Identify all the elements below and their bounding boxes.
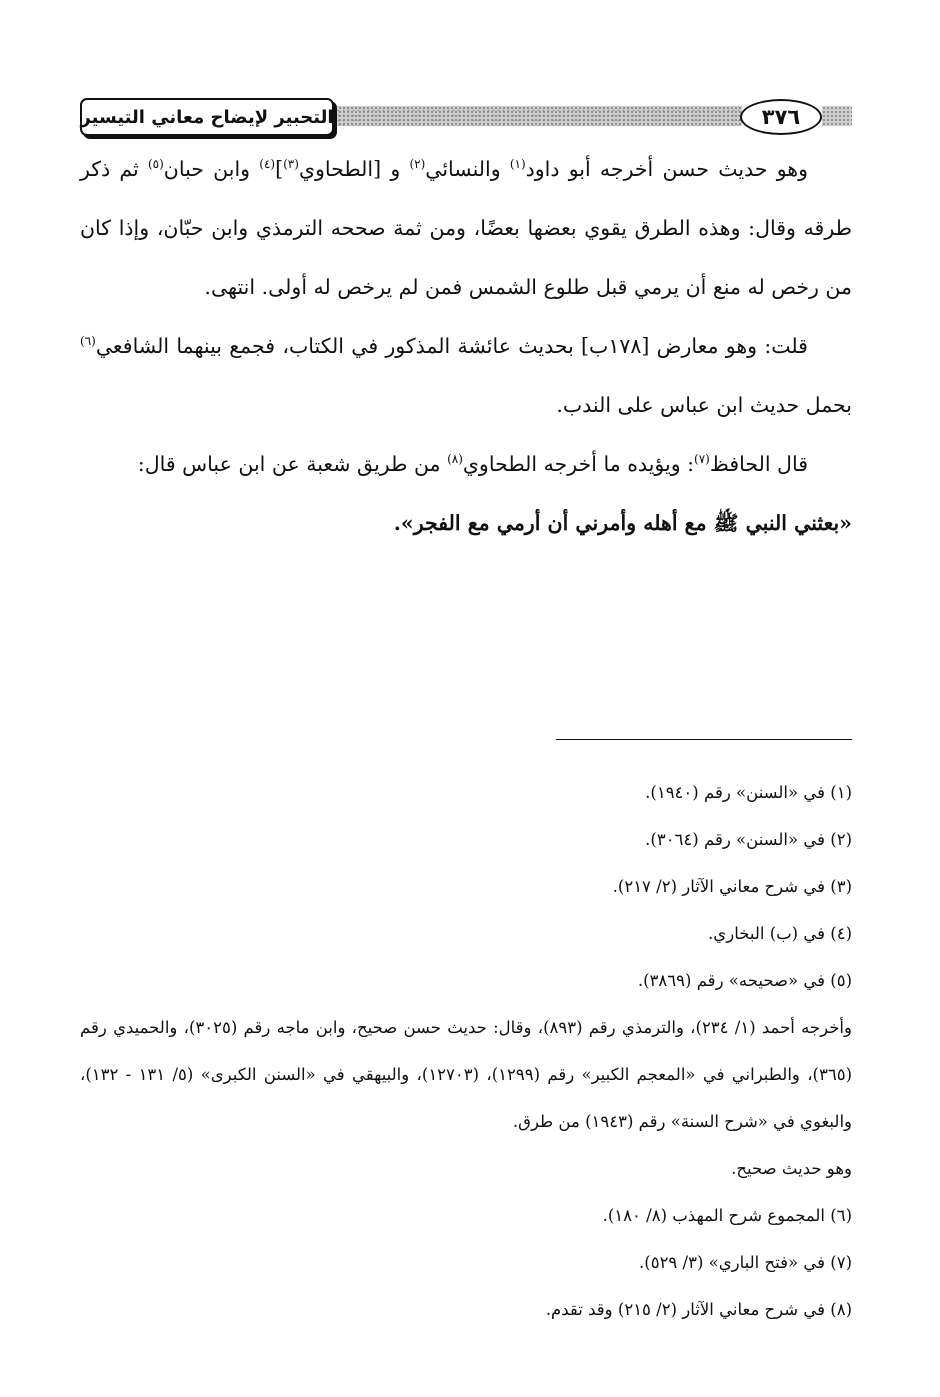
paragraph-1: [80, 140, 852, 317]
text-run: و [الطحاوي: [298, 157, 410, 181]
footnote-separator: [556, 739, 852, 740]
text-run: قلت: وهو معارض [١٧٨ب] بحديث عائشة المذكور في الكتاب، فجمع بينهما الشافعي: [95, 334, 808, 358]
text-run: من طريق شعبة عن ابن عباس قال:: [137, 452, 448, 476]
text-run: ]: [275, 157, 284, 181]
footnote-4: (٤) في (ب) البخاري.: [708, 924, 852, 943]
footnote-7: (٧) في «فتح الباري» (٣/ ٥٢٩).: [639, 1253, 852, 1272]
footnote-ref: (١): [509, 157, 526, 172]
footnote-3: (٣) في شرح معاني الآثار (٢/ ٢١٧).: [612, 877, 852, 896]
header-ornament-tail: [822, 106, 852, 126]
footnote-ref: (٨): [447, 452, 463, 467]
page-number: ٣٧٦: [740, 99, 822, 135]
text-run: قال الحافظ: [709, 452, 808, 476]
footnotes: [80, 769, 852, 1333]
page-header: [80, 96, 852, 136]
footnote-ref: (٢): [409, 157, 426, 172]
footnote-ref: (٦): [80, 334, 96, 349]
footnote-2: (٢) في «السنن» رقم (٣٠٦٤).: [645, 830, 852, 849]
text-run: والنسائي: [425, 157, 510, 181]
footnote-8: (٨) في شرح معاني الآثار (٢/ ٢١٥) وقد تقدم.: [545, 1300, 852, 1319]
footnote-5-note: وهو حديث صحيح.: [731, 1159, 852, 1178]
footnote-ref: (٤): [259, 157, 276, 172]
footnote-5-continued: وأخرجه أحمد (١/ ٢٣٤)، والترمذي رقم (٨٩٣)، وقال: حديث حسن صحيح، وابن ماجه رقم (٣٠٢٥)، والحميدي رقم (٣٦٥)، والطبراني في «المعجم الكبير» رقم (١٢٩٩)، (١٢٧٠٣)، والبيهقي في «السنن الكبرى» (٥/ ١٣١ - ١٣٢)، والبغوي في «شرح السنة» رقم (١٩٤٣) من طرق.: [80, 1018, 852, 1131]
main-text: [80, 140, 852, 553]
footnote-ref: (٥): [147, 157, 164, 172]
footnote-ref: (٣): [283, 157, 299, 172]
book-title: التحبير لإيضاح معاني التيسير: [80, 98, 334, 136]
hadith-quote: «بعثني النبي ﷺ مع أهله وأمرني أن أرمي مع الفجر».: [393, 511, 852, 535]
footnote-6: (٦) المجموع شرح المهذب (٨/ ١٨٠).: [602, 1206, 852, 1225]
paragraph-2: [80, 317, 852, 435]
header-ornament-band: [334, 106, 742, 126]
text-run: وهو حديث حسن أخرجه أبو داود: [525, 157, 808, 181]
footnote-ref: (٧): [694, 452, 710, 467]
paragraph-3: [80, 435, 852, 494]
text-run: ثم ذكر طرقه وقال: وهذه الطرق يقوي بعضها بعضًا، ومن ثمة صححه الترمذي وابن حبّان، وإذا كان من رخص له منع أن يرمي قبل طلوع الشمس فمن لم يرخص له أولى. انتهى.: [80, 157, 852, 299]
footnote-5: (٥) في «صحيحه» رقم (٣٨٦٩).: [637, 971, 852, 990]
text-run: بحمل حديث ابن عباس على الندب.: [556, 393, 852, 417]
footnote-1: (١) في «السنن» رقم (١٩٤٠).: [645, 783, 852, 802]
text-run: وابن حبان: [163, 157, 260, 181]
text-run: : ويؤيده ما أخرجه الطحاوي: [462, 452, 695, 476]
